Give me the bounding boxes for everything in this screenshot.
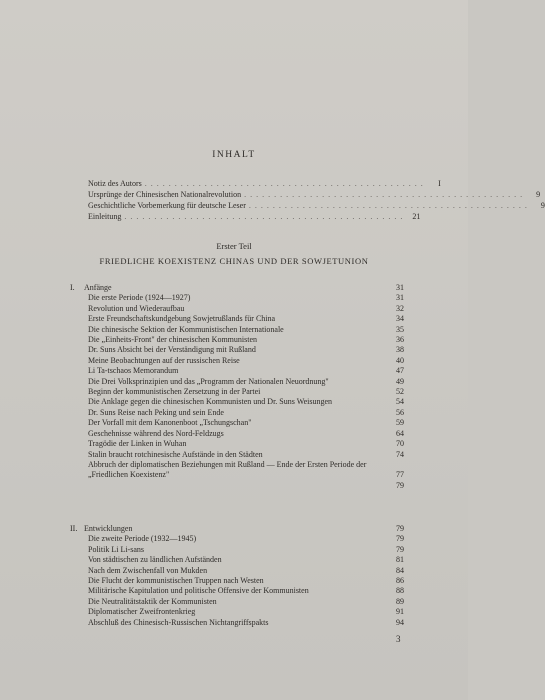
entry-title: Stalin braucht rotchinesische Aufstände in den Städten [88,449,263,459]
dot-leader: . . . . . . . . . . . . . . . . . . . . . . . . . . . . . . . . . . . . . . . . . . . . . . . [248,201,528,210]
entry-title: Li Ta-tschaos Memorandum [88,366,179,376]
toc-entry [70,397,404,407]
entry-page: 74 [396,449,404,459]
section-page: 31 [396,283,404,292]
entry-page: 38 [396,345,404,355]
entry-page: 31 [396,293,404,303]
entry-page: 34 [396,314,404,324]
toc-entry [70,597,404,607]
entry-page: 40 [396,355,404,365]
entry-page: 70 [396,439,404,449]
part-label: Erster Teil [216,241,252,251]
section-page: 79 [396,524,404,533]
entry-title: Die Drei Volksprinzipien und das „Programm der Nationalen Neuordnung" [88,376,329,386]
dot-leader: . . . . . . . . . . . . . . . . . . . . . . . . . . . . . . . . . . . . . . . . . . . . . . . [244,190,524,199]
entry-title: Nach dem Zwischenfall von Mukden [88,565,208,575]
entry-title: Der Vorfall mit dem Kanonenboot „Tschungschan" [88,418,252,428]
entry-page: 54 [396,397,404,407]
toc-entry [70,586,404,596]
entry-page: 89 [396,596,404,606]
entry-title: Revolution und Wiederaufbau [88,303,185,313]
entry-title: Dr. Suns Absicht bei der Verständigung mit Rußland [88,345,256,355]
entry-title: Von städtischen zu ländlichen Aufständen [88,555,222,565]
section-end-page [70,481,404,491]
toc-entry [70,366,404,376]
page-number: 3 [396,634,401,644]
entry-title: Meine Beobachtungen auf der russischen Reise [88,355,240,365]
toc-entry [70,450,404,460]
entry-page: 91 [396,607,404,617]
toc-section-2 [70,524,404,628]
entry-page: 35 [396,324,404,334]
entry-title: Dr. Suns Reise nach Peking und sein Ende [88,407,224,417]
front-matter-item [88,211,421,222]
entry-title: Ursprünge der Chinesischen Nationalrevolution [88,190,242,199]
entry-title: Die Anklage gegen die chinesischen Kommunisten und Dr. Suns Weisungen [88,397,333,407]
front-matter-item [88,189,541,200]
entry-page: 49 [396,376,404,386]
section-number: II. [70,524,78,533]
entry-title: Tragödie der Linken in Wuhan [88,439,187,449]
entry-title: Erste Freundschaftskundgebung Sowjetrußlands für China [88,314,276,324]
entry-page: 36 [396,335,404,345]
page-title: INHALT [212,150,256,160]
entry-page: 64 [396,428,404,438]
entry-title: Die chinesische Sektion der Kommunistischen Internationale [88,324,284,334]
entry-page: 94 [396,617,404,627]
entry-page: 56 [396,407,404,417]
section-heading [70,283,404,293]
entry-title: Diplomatischer Zweifrontenkrieg [88,607,196,617]
toc-entry [70,534,404,544]
entry-page: 79 [396,534,404,544]
entry-title: Abschluß des Chinesisch-Russischen Nichtangriffspakts [88,617,269,627]
entry-page: I [438,179,441,188]
toc-entry [70,429,404,439]
toc-section-1 [70,283,404,491]
entry-page: 79 [396,480,404,490]
toc-entry [70,314,404,324]
toc-entry [70,335,404,345]
entry-page: 86 [396,576,404,586]
section-title: Anfänge [84,283,112,292]
front-matter-list [88,178,545,222]
section-heading [70,524,404,534]
toc-entry [70,618,404,628]
entry-page: 81 [396,555,404,565]
entry-title: Politik Li Li-sans [88,544,144,554]
entry-page: 59 [396,418,404,428]
entry-title: Die erste Periode (1924—1927) [88,293,191,303]
toc-entry [70,566,404,576]
entry-title: Abbruch der diplomatischen Beziehungen mit Rußland — Ende der Ersten Periode der „Friedlichen Koexistenz" [88,459,367,480]
toc-entry [70,387,404,397]
toc-entry [70,356,404,366]
entry-title: Die Flucht der kommunistischen Truppen nach Westen [88,576,264,586]
toc-entry [70,439,404,449]
front-matter-item [88,178,441,189]
section-number: I. [70,283,75,292]
toc-entry [70,408,404,418]
toc-entry [70,576,404,586]
toc-entry [70,460,404,481]
entry-page: 79 [396,544,404,554]
toc-entry [70,545,404,555]
entry-page: 9 [536,190,541,199]
entry-title: Die zweite Periode (1932—1945) [88,534,197,544]
entry-page: 52 [396,387,404,397]
entry-page: 21 [412,212,421,221]
dot-leader: . . . . . . . . . . . . . . . . . . . . . . . . . . . . . . . . . . . . . . . . . . . . . . . [124,212,404,221]
toc-entry [70,345,404,355]
entry-title: Die „Einheits-Front" der chinesischen Kommunisten [88,335,258,345]
dot-leader: . . . . . . . . . . . . . . . . . . . . . . . . . . . . . . . . . . . . . . . . . . . . . . . [144,179,424,188]
entry-page: 88 [396,586,404,596]
entry-title: Geschehnisse während des Nord-Feldzugs [88,428,224,438]
entry-title: Die Neutralitätstaktik der Kommunisten [88,596,217,606]
toc-entry [70,325,404,335]
entry-title: Notiz des Autors [88,179,142,188]
entry-title: Beginn der kommunistischen Zersetzung in der Partei [88,387,261,397]
toc-entry [70,293,404,303]
section-title: Entwicklungen [84,524,133,533]
entry-page: 32 [396,303,404,313]
entry-page: 9 [540,201,545,210]
entry-page: 84 [396,565,404,575]
toc-entry [70,304,404,314]
entry-title: Militärische Kapitulation und politische Offensive der Kommunisten [88,586,309,596]
toc-entry [70,377,404,387]
toc-entry [70,555,404,565]
part-title: FRIEDLICHE KOEXISTENZ CHINAS UND DER SOWJETUNION [99,256,369,266]
entry-title: Einleitung [88,212,122,221]
toc-entry [70,418,404,428]
front-matter-item [88,200,545,211]
entry-page: 47 [396,366,404,376]
entry-title: Geschichtliche Vorbemerkung für deutsche Leser [88,201,246,210]
entry-page: 77 [396,470,404,480]
toc-entry [70,607,404,617]
